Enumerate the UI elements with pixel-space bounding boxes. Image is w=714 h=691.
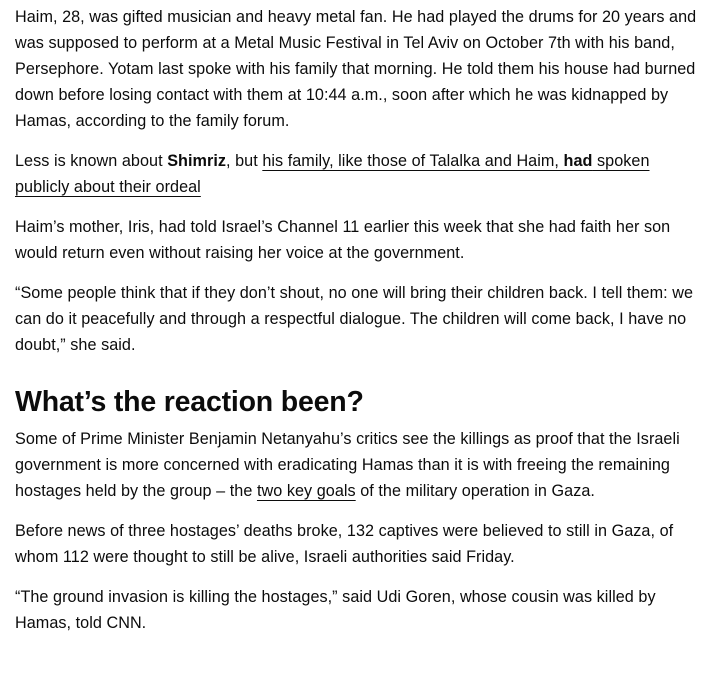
paragraph-critics (15, 426, 705, 504)
family-link-text: his family, like those of Talalka and Haim, (262, 152, 564, 170)
two-key-goals-link[interactable]: two key goals (256, 482, 356, 500)
paragraph-shimriz (15, 148, 705, 200)
paragraph-haim-bio: Haim, 28, was gifted musician and heavy metal fan. He had played the drums for 20 years and was supposed to perform at a Metal Music Festival in Tel Aviv on October 7th with his band, Persephore. Yotam last spoke with his family that morning. He told them his house had burned down before losing contact with them at 10:44 a.m., soon after which he was kidnapped by Hamas, according to the family forum. (15, 8, 697, 130)
paragraph-iris: Haim’s mother, Iris, had told Israel’s Channel 11 earlier this week that she had faith her son would return even without raising her voice at the government. (15, 218, 671, 262)
critics-text-before: Some of Prime Minister Benjamin Netanyahu’s critics see the killings as proof that the Israeli government is more concerned with eradicating Hamas than it is with freeing the remaining hostages held by the group – the (15, 430, 680, 500)
shimriz-name: Shimriz (167, 152, 227, 170)
paragraph-captives-count: Before news of three hostages’ deaths broke, 132 captives were believed to still in Gaza, of whom 112 were thought to still be alive, Israeli authorities said Friday. (15, 522, 674, 566)
section-heading: What’s the reaction been? (15, 386, 364, 418)
family-link-bold-text: had (563, 152, 593, 170)
article-body (15, 4, 705, 636)
family-link-text-2: spoken publicly about their ordeal (15, 152, 650, 196)
paragraph-quote-iris: “Some people think that if they don’t shout, no one will bring their children back. I tell them: we can do it peacefully and through a respectful dialogue. The children will come back, I have no doubt,” she said. (15, 284, 693, 354)
shimriz-middle-text: , but (226, 152, 263, 170)
critics-text-after: of the military operation in Gaza. (355, 482, 595, 500)
shimriz-intro-text: Less is known about (15, 152, 168, 170)
paragraph-udi-goren-quote: “The ground invasion is killing the hostages,” said Udi Goren, whose cousin was killed by Hamas, told CNN. (15, 588, 656, 632)
